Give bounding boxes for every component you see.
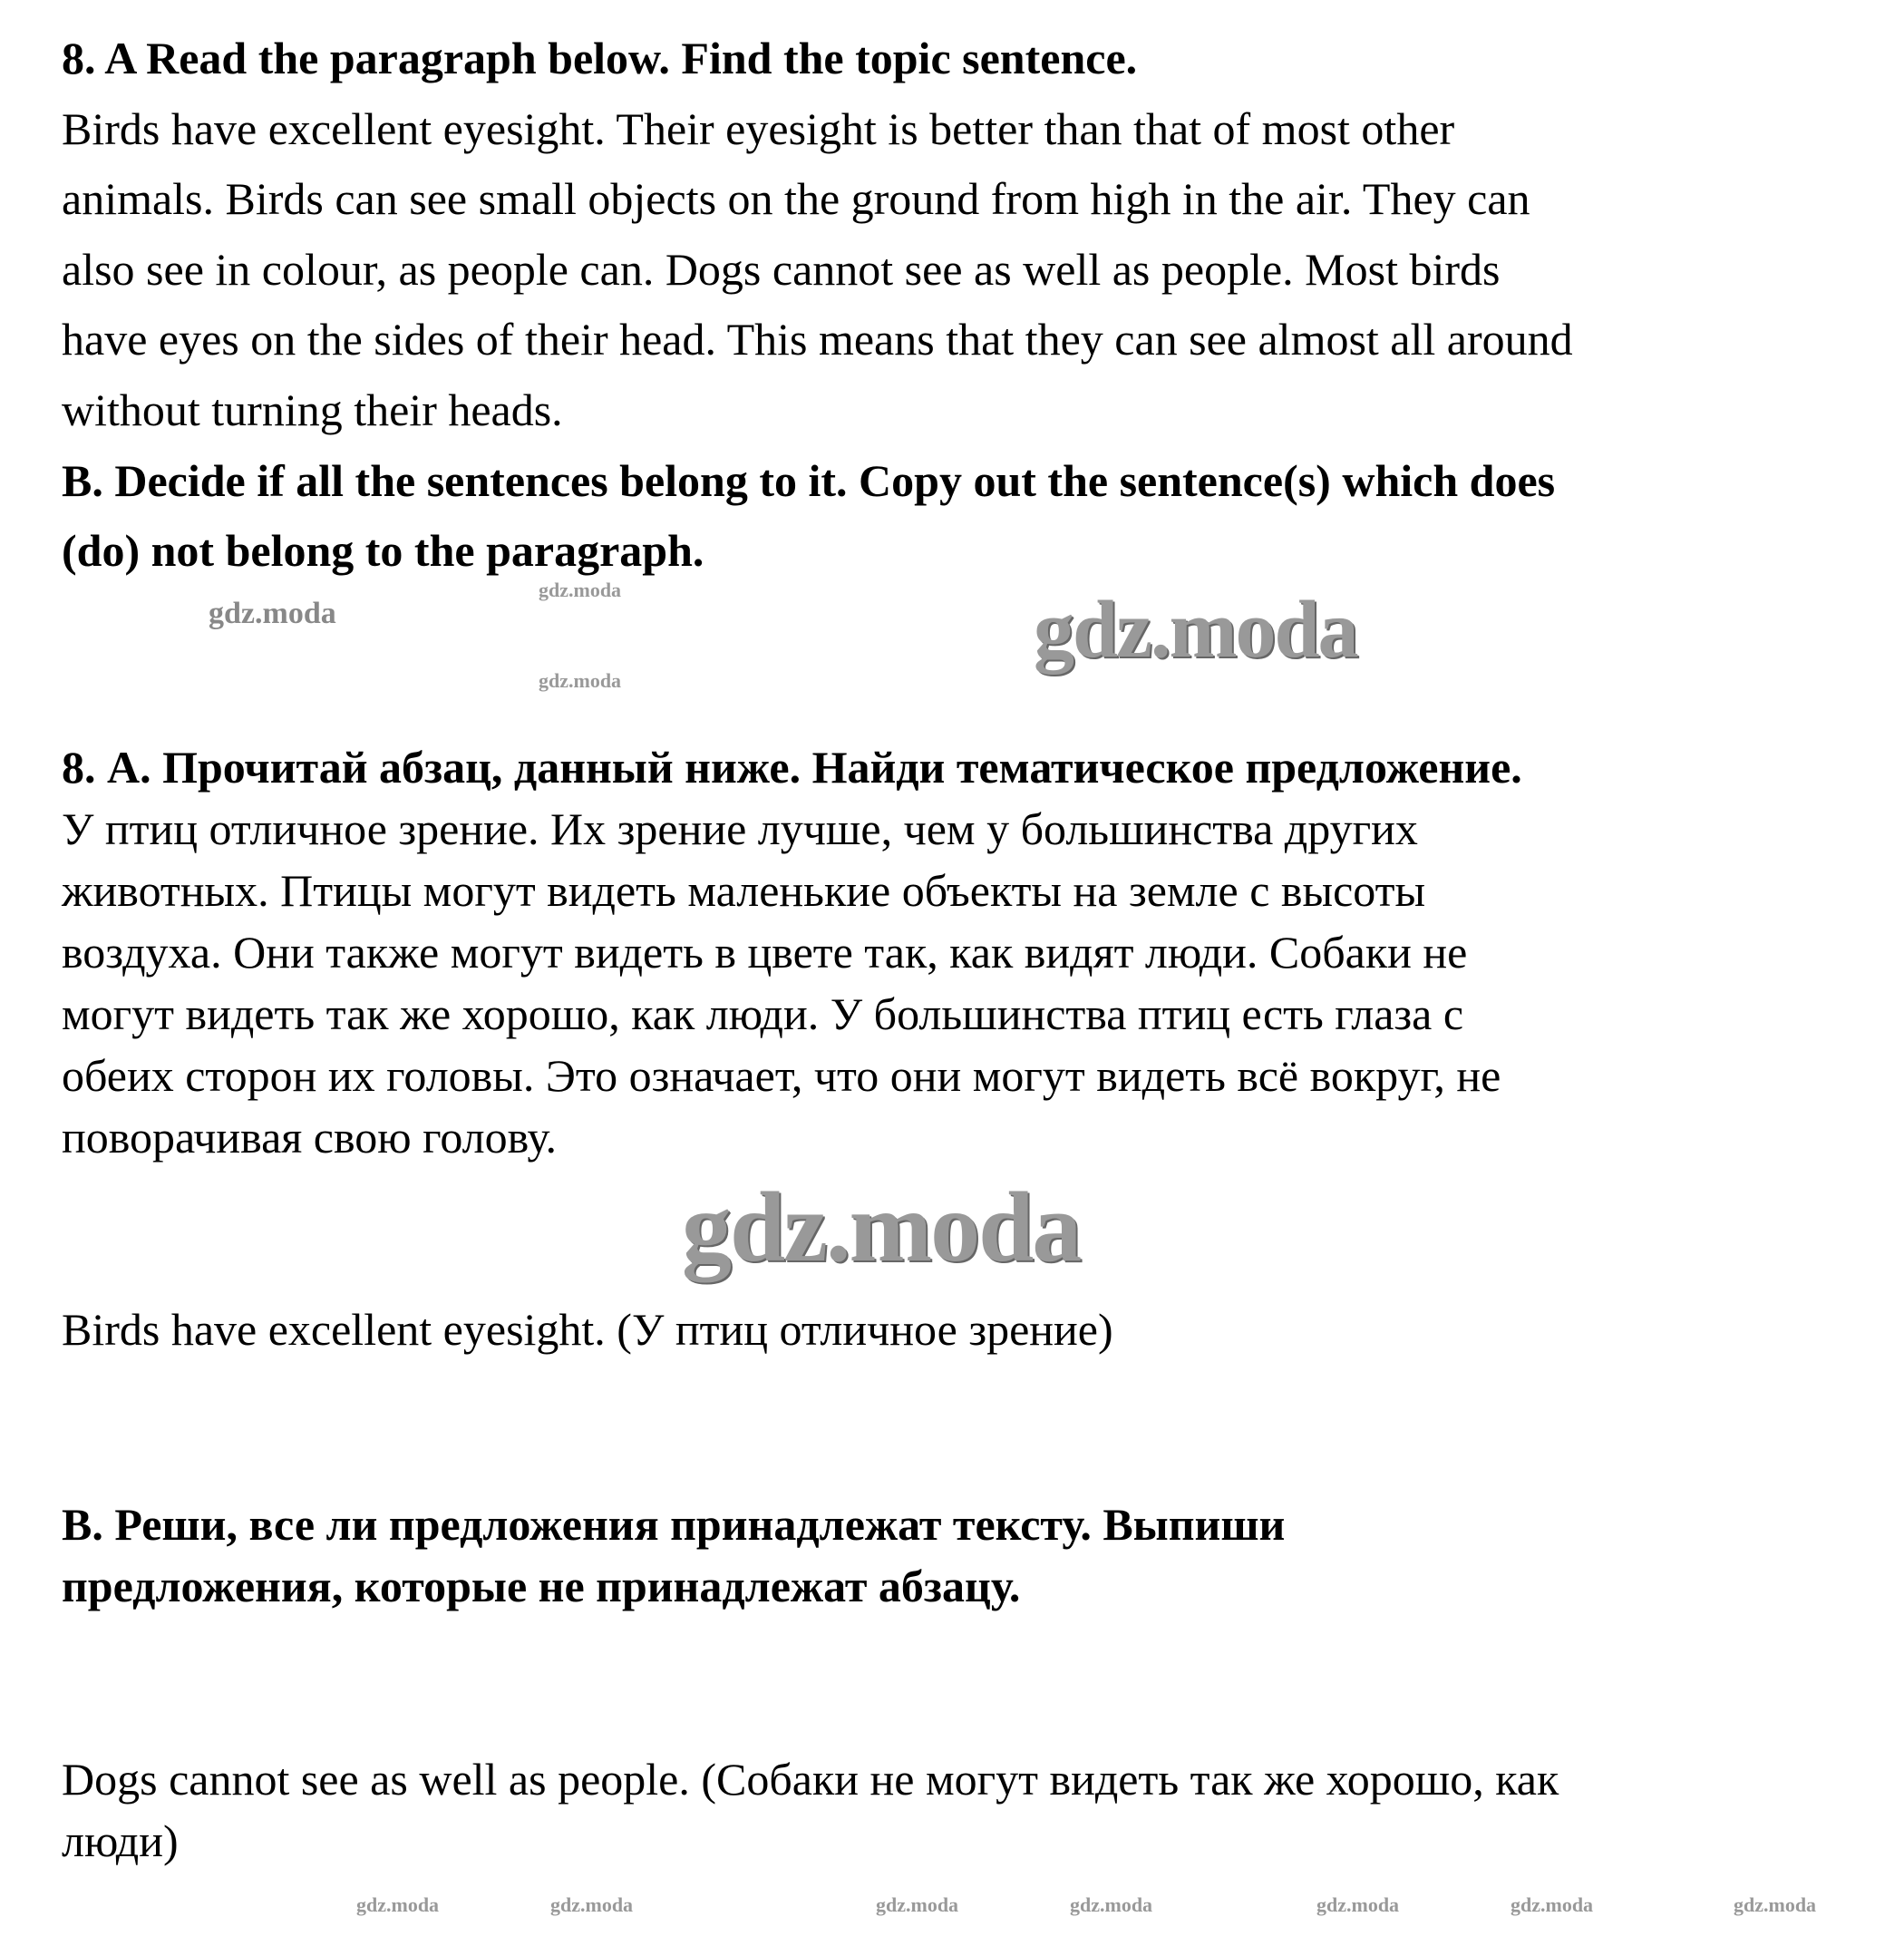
paragraph-line: Birds have excellent eyesight. Their eyesight is better than that of most other <box>62 102 1455 154</box>
paragraph-line-ru: У птиц отличное зрение. Их зрение лучше, чем у большинства других <box>62 803 1418 854</box>
paragraph-line: animals. Birds can see small objects on the ground from high in the air. They can <box>62 173 1530 225</box>
task-b-ru <box>62 1494 1285 1617</box>
paragraph-line: also see in colour, as people can. Dogs cannot see as well as people. Most birds <box>62 243 1501 295</box>
paragraph-line-ru: поворачивая свою голову. <box>62 1112 558 1163</box>
watermark: gdz.moda <box>1034 585 1357 675</box>
watermark: gdz.moda <box>539 669 622 692</box>
task-b-ru-line: В. Реши, все ли предложения принадлежат тексту. Выпиши <box>62 1499 1286 1550</box>
watermark: gdz.moda <box>1316 1893 1400 1916</box>
russian-task <box>62 736 1522 1168</box>
task-b-ru-line: предложения, которые не принадлежат абзацу. <box>62 1561 1021 1611</box>
watermark: gdz.moda <box>682 1172 1081 1282</box>
task-b-line: (do) not belong to the paragraph. <box>62 525 704 577</box>
watermark: gdz.moda <box>876 1893 959 1916</box>
watermark: gdz.moda <box>1070 1893 1153 1916</box>
watermark: gdz.moda <box>539 579 622 601</box>
paragraph-line: without turning their heads. <box>62 384 563 435</box>
paragraph-line-ru: воздуха. Они также могут видеть в цвете так, как видят люди. Собаки не <box>62 927 1468 978</box>
watermark: gdz.moda <box>209 597 336 630</box>
watermark: gdz.moda <box>356 1893 440 1916</box>
paragraph-line-ru: обеих сторон их головы. Это означает, что они могут видеть всё вокруг, не <box>62 1050 1501 1101</box>
english-task <box>62 24 1573 587</box>
paragraph-line-ru: могут видеть так же хорошо, как люди. У большинства птиц есть глаза с <box>62 988 1464 1039</box>
answer-a-text: Birds have excellent eyesight. (У птиц отличное зрение) <box>62 1304 1113 1355</box>
task-a-heading: 8. A Read the paragraph below. Find the topic sentence. <box>62 33 1138 83</box>
paragraph-line-ru: животных. Птицы могут видеть маленькие объекты на земле с высоты <box>62 865 1426 916</box>
answer-b-line: Dogs cannot see as well as people. (Собаки не могут видеть так же хорошо, как <box>62 1754 1559 1805</box>
answer-b-line: люди) <box>62 1815 179 1866</box>
task-a-heading-ru: 8. А. Прочитай абзац, данный ниже. Найди тематическое предложение. <box>62 742 1522 793</box>
paragraph-line: have eyes on the sides of their head. This means that they can see almost all around <box>62 314 1573 365</box>
answer-b <box>62 1748 1559 1872</box>
watermark: gdz.moda <box>1734 1893 1817 1916</box>
task-b-line: B. Decide if all the sentences belong to it. Copy out the sentence(s) which does <box>62 454 1556 506</box>
answer-a <box>62 1299 1113 1360</box>
watermark: gdz.moda <box>550 1893 634 1916</box>
watermark: gdz.moda <box>1511 1893 1594 1916</box>
